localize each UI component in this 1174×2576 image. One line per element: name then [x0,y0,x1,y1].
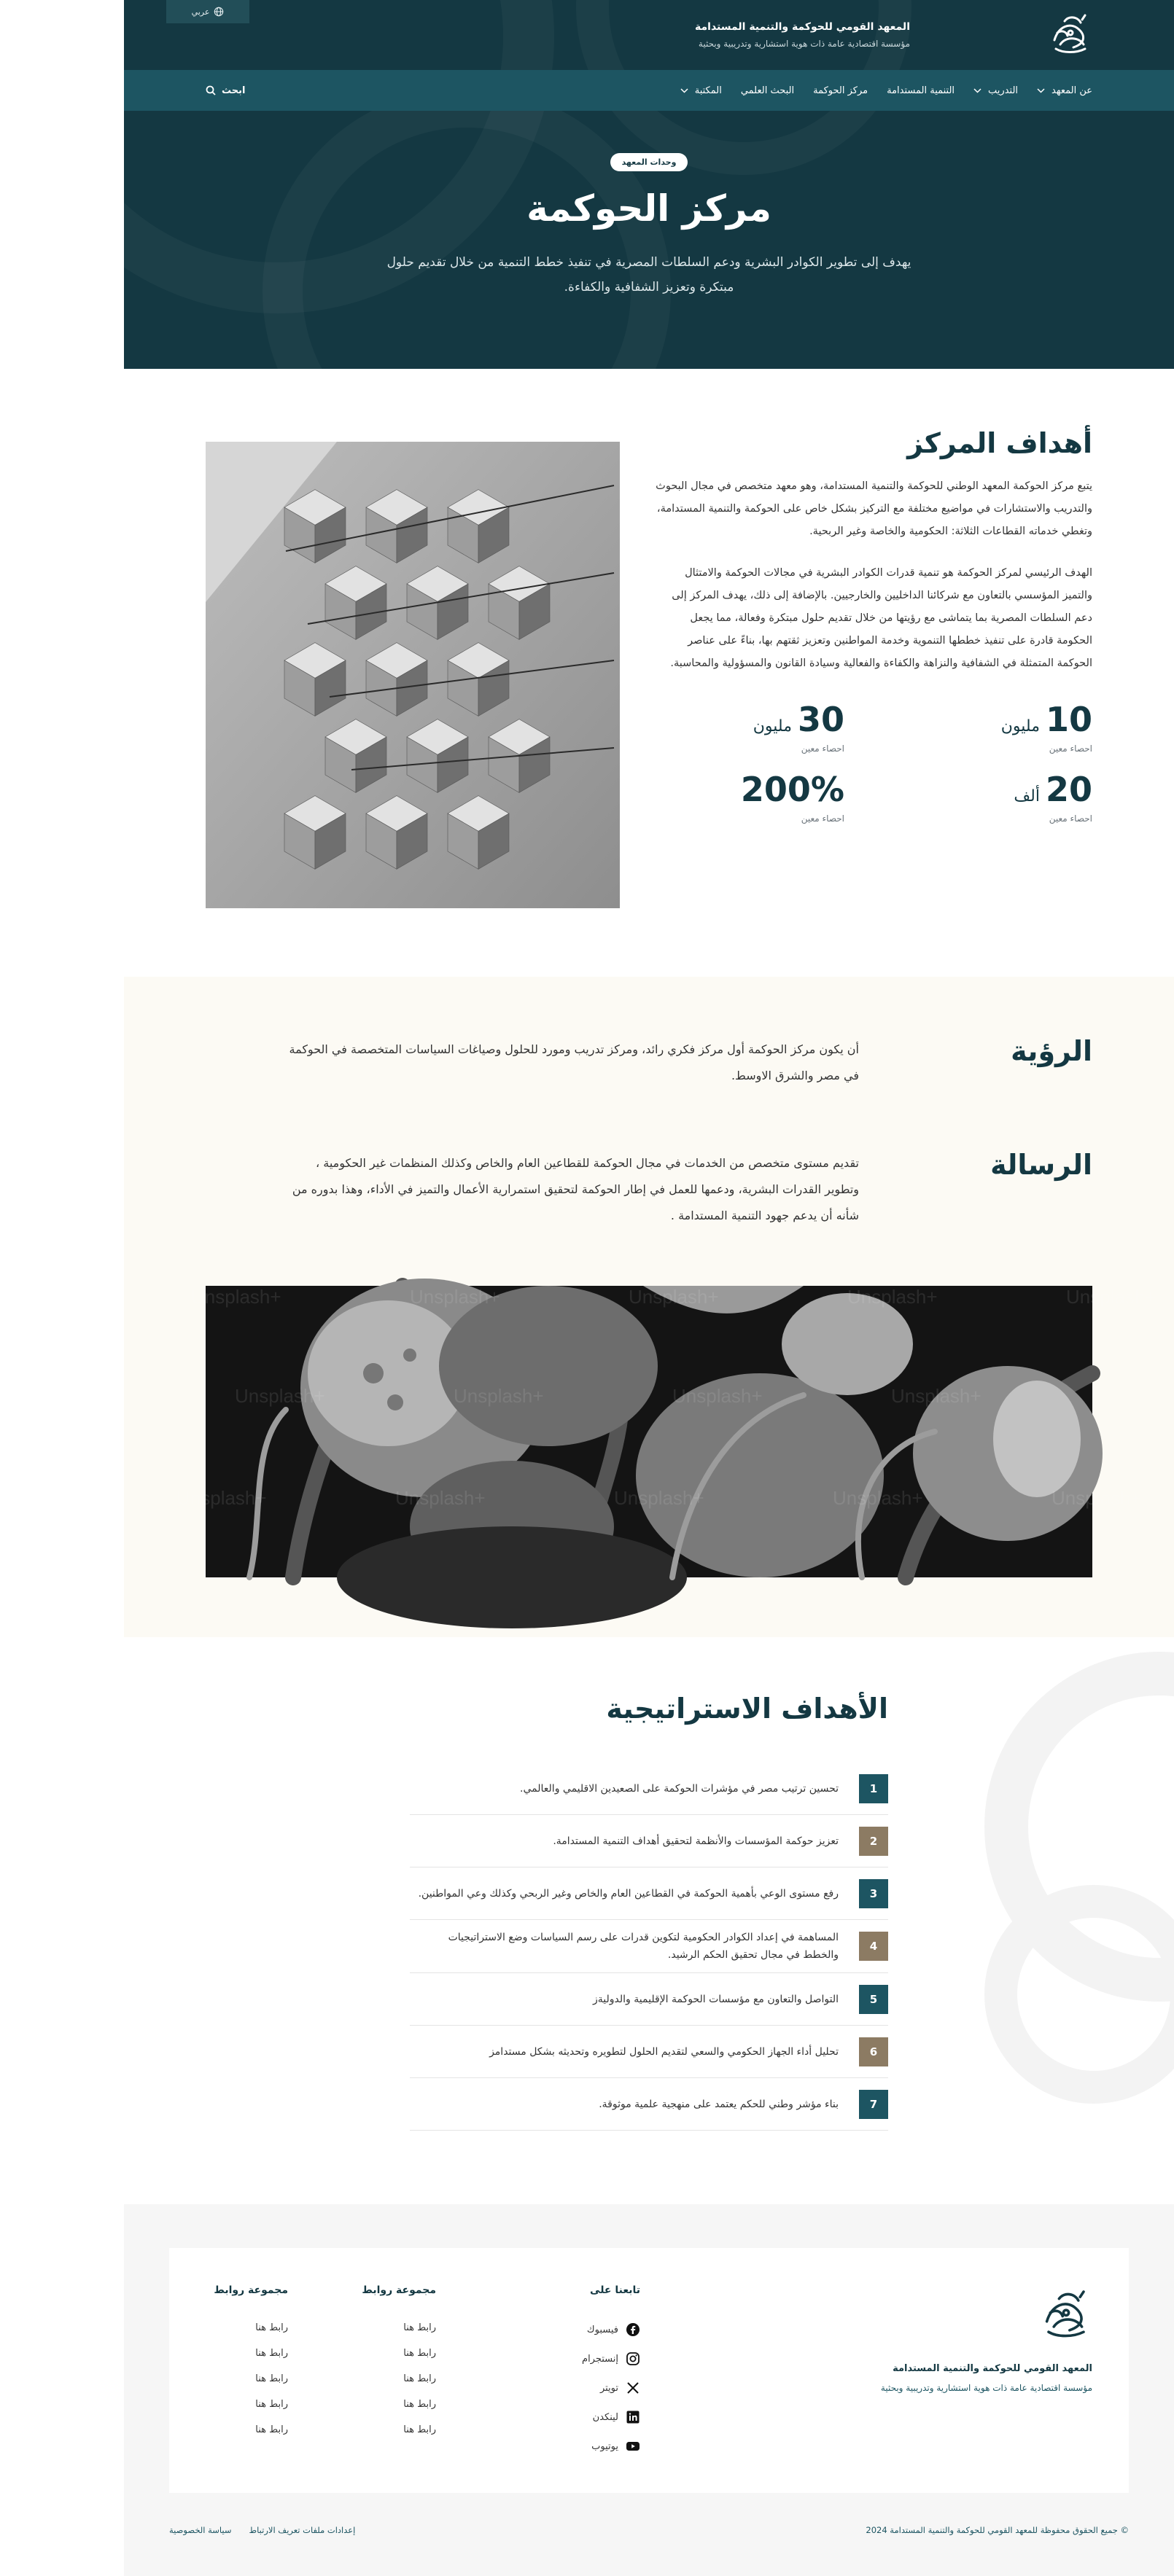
social-link-youtube[interactable] [582,2439,640,2454]
cookie-settings-link[interactable]: إعدادات ملفات تعريف الارتباط [249,2525,356,2535]
linkedin-icon [626,2410,640,2424]
footer-brand-title: المعهد القومي للحوكمة والتنمية المستدامة [893,2363,1092,2374]
goals-paragraph: الهدف الرئيسي لمركز الحوكمة هو تنمية قدرات الكوادر البشرية في مجالات الحوكمة والامتثال والتميز المؤسسي بالتعاون مع شركائنا الداخليين والخارجيين. بالإضافة إلى ذلك، يهدف المركز إلى دعم السلطات المصرية بما يتماشى مع رؤيتها من خلال تقديم حلول مبتكرة وفعالة، مما يجعل الحكومة قادرة على تنفيذ خططها التنموية وخدمة المواطنين وتعزيز ثقتهم بها، بناءً على عناصر الحوكمة المتمثلة في الشفافية والنزاهة والكفاءة والفعالية وسيادة القانون والمسؤولية والمحاسبة. [670,567,1092,669]
goal-text: تعزيز حوكمة المؤسسات والأنظمة لتحقيق أهداف التنمية المستدامة. [553,1835,839,1847]
hero-description: يهدف إلى تطوير الكوادر البشرية ودعم السلطات المصرية في تنفيذ خطط التنمية من خلال تقديم حلول مبتكرة وتعزيز الشفافية والكفاءة. [386,255,911,294]
stat-unit: مليون [1000,717,1040,735]
watermark-text: Unsplash+ [833,1487,923,1509]
social-link-instagram[interactable] [582,2351,640,2366]
watermark-text: Unsplash+ [629,1286,719,1308]
goals-paragraph: يتبع مركز الحوكمة المعهد الوطني للحوكمة والتنمية المستدامة، وهو معهد متخصص في مجال البحوث والتدريب والاستشارات في مواضيع مختلفة مع التركيز بشكل خاص على الحوكمة والتنمية المستدامة، وتغطي خدماته القطاعات الثلاثة: الحكومية والخاصة وغير الربحية. [656,480,1092,537]
legal-links [169,2525,355,2535]
stat-item [655,770,844,824]
list-item [410,2078,888,2131]
nav-item-label: البحث العلمي [740,85,795,96]
footer-link[interactable]: رابط هنا [403,2322,436,2333]
footer-link[interactable]: رابط هنا [255,2399,288,2410]
footer-card [169,2248,1129,2493]
center-goals-section [124,369,1174,977]
nav-item-label: عن المعهد [1051,85,1092,96]
brand-subtitle: مؤسسة اقتصادية عامة ذات هوية استشارية وتدريبية وبحثية [698,39,910,49]
chevron-down-icon [1037,88,1045,93]
vision-block [206,1035,1092,1089]
nav-item-sustainable-development[interactable] [887,85,955,96]
vision-mission-section [124,977,1174,1637]
footer-link[interactable]: رابط هنا [255,2373,288,2384]
language-switch-button[interactable] [166,0,249,23]
stat-label: احصاء معين [801,743,844,754]
nav-item-label: التنمية المستدامة [887,85,955,96]
search-button[interactable] [206,85,245,96]
stat-label: احصاء معين [1049,813,1092,824]
nav-item-research[interactable] [741,85,794,96]
social-link-x[interactable] [582,2381,640,2395]
social-link-label: تويتر [599,2382,618,2394]
goal-number-badge: 4 [859,1932,888,1961]
watermark-text: Unsplash+ [176,1487,267,1509]
brand-title: المعهد القومي للحوكمة والتنمية المستدامة [695,21,910,33]
list-item [410,1763,888,1815]
nav-item-library[interactable] [680,85,722,96]
stat-item [655,700,844,754]
vision-text: أن يكون مركز الحوكمة أول مركز فكري رائد، ومركز تدريب ومورد للحلول وصياغات السياسات المتخصصة في الحوكمة في مصر والشرق الاوسط. [289,1042,859,1082]
globe-icon [214,7,224,17]
footer-column-title: مجموعة روابط [214,2284,288,2296]
hero-section [124,111,1174,300]
watermark-text: Unsplash+ [891,1385,981,1407]
search-label: ابحث [222,85,246,96]
nav-item-training[interactable] [973,85,1018,96]
cubes-illustration [206,442,620,908]
language-label: عربي [191,7,210,17]
stat-unit: مليون [753,717,792,735]
watermark-text: Unsplash+ [847,1286,938,1308]
strategic-goals-title: الأهداف الاستراتيجية [606,1693,888,1725]
goal-number-badge: 6 [859,2037,888,2066]
site-header [124,0,1174,369]
stat-number: 30 [797,700,844,739]
calligraphy-logo-icon [1049,11,1092,56]
nav-item-label: المكتبة [694,85,722,96]
instagram-icon [626,2351,640,2366]
list-item [410,1815,888,1867]
goal-number-badge: 7 [859,2090,888,2119]
site-footer [124,2204,1174,2576]
goal-text: تحسين ترتيب مصر في مؤشرات الحوكمة على الصعيدين الاقليمي والعالمي. [520,1782,839,1795]
goal-text: التواصل والتعاون مع مؤسسات الحوكمة الإقليمية والدوليةز [593,1993,839,2005]
stat-item [903,700,1092,754]
chevron-down-icon [973,88,981,93]
page-title: مركز الحوكمة [526,187,771,230]
social-link-label: يوتيوب [591,2440,618,2452]
calligraphy-logo-icon [1040,2284,1092,2343]
top-bar [124,0,1174,70]
social-link-label: فيسبوك [586,2324,618,2335]
mission-text: تقديم مستوى متخصص من الخدمات في مجال الحوكمة للقطاعين العام والخاص وكذلك المنظمات غير الحكومية ، وتطوير القدرات البشرية، ودعمها للعمل في إطار الحوكمة لتحقيق استمرارية الأعمال والتميز في الأداء، وهذا بدوره من شأنه أن يدعم جهود التنمية المستدامة . [292,1156,859,1222]
nav-item-label: التدريب [988,85,1019,96]
goal-text: رفع مستوى الوعي بأهمية الحوكمة في القطاعين العام والخاص وغير الربحي وكذلك وعي المواطنين. [418,1887,839,1900]
breadcrumb[interactable]: وحدات المعهد [610,153,688,171]
watermark-text: Unsplash+ [1066,1286,1156,1308]
watermark-text: Unsplash+ [1051,1487,1142,1509]
footer-column-title: مجموعة روابط [362,2284,436,2296]
footer-brand [830,2284,1092,2393]
goal-number-badge: 2 [859,1827,888,1856]
footer-link[interactable]: رابط هنا [403,2373,436,2384]
stat-unit: ألف [1014,787,1040,805]
strategic-goals-section [124,1637,1174,2204]
footer-social-column [582,2284,640,2454]
social-link-linkedin[interactable] [582,2410,640,2424]
privacy-policy-link[interactable]: سياسة الخصوصية [169,2525,232,2535]
stat-number: 200% [740,770,844,809]
goal-number-badge: 3 [859,1879,888,1908]
goal-number-badge: 1 [859,1774,888,1803]
cubes-image [206,442,620,908]
mission-title: الرسالة [990,1149,1092,1181]
stat-item [903,770,1092,824]
footer-link[interactable]: رابط هنا [403,2348,436,2359]
stat-label: احصاء معين [1049,743,1092,754]
footer-link[interactable]: رابط هنا [255,2348,288,2359]
x-icon [626,2381,640,2395]
watermark-text: Unsplash+ [672,1385,763,1407]
watermark-text: Unsplash+ [410,1286,500,1308]
search-icon [206,85,216,95]
mission-block [206,1149,1092,1229]
goals-title: أهداف المركز [907,427,1092,459]
social-link-label: لينكدن [592,2411,618,2423]
goal-number-badge: 5 [859,1985,888,2014]
footer-link[interactable]: رابط هنا [255,2322,288,2333]
strategic-goals-list [410,1763,888,2131]
footer-brand-subtitle: مؤسسة اقتصادية عامة ذات هوية استشارية وتدريبية وبحثية [880,2383,1092,2393]
main-navigation [124,70,1174,111]
abstract-art-image [176,1286,1156,1577]
watermark-text: Unsplash+ [191,1286,281,1308]
watermark-text: Unsplash+ [395,1487,486,1509]
footer-links-column [362,2284,436,2435]
vision-title: الرؤية [1011,1035,1092,1067]
footer-bottom-bar [169,2525,1129,2535]
list-item [410,1920,888,1973]
site-logo[interactable] [1049,11,1092,59]
nav-item-governance-center[interactable] [813,85,868,96]
stat-number: 20 [1045,770,1092,809]
nav-item-label: مركز الحوكمة [813,85,868,96]
watermark-text: Unsplash+ [454,1385,544,1407]
social-link-label: إنستجرام [582,2353,618,2365]
strategic-goals-block [410,1693,888,2131]
goals-text-block [655,427,1092,824]
goal-text: المساهمة في إعداد الكوادر الحكومية لتكوين قدرات على رسم السياسات وضع الاستراتيجيات والخطط في مجال تحقيق الحكم الرشيد. [448,1932,839,1961]
footer-column-title: تابعنا على [590,2284,640,2296]
goal-text: تحليل أداء الجهاز الحكومي والسعي لتقديم الحلول لتطويره وتحديثه بشكل مستدامز [489,2045,839,2058]
stat-label: احصاء معين [801,813,844,824]
statistics-grid [655,700,1092,824]
list-item [410,1973,888,2026]
chevron-down-icon [680,88,688,93]
watermark-text: Unsplash+ [235,1385,325,1407]
copyright-text: © جميع الحقوق محفوظة للمعهد القومي للحوكمة والتنمية المستدامة 2024 [866,2525,1129,2535]
plants-artwork [176,1286,1156,1577]
brand-block [695,21,910,49]
footer-link[interactable]: رابط هنا [403,2424,436,2435]
watermark-text: Unsplash+ [614,1487,704,1509]
nav-items [680,85,1092,96]
list-item [410,1867,888,1920]
footer-links-column [214,2284,288,2435]
footer-link[interactable]: رابط هنا [255,2424,288,2435]
list-item [410,2026,888,2078]
footer-link[interactable]: رابط هنا [403,2399,436,2410]
stat-number: 10 [1045,700,1092,739]
nav-item-about[interactable] [1037,85,1092,96]
goal-text: بناء مؤشر وطني للحكم يعتمد على منهجية علمية موثوقة. [599,2098,839,2110]
facebook-icon [626,2322,640,2337]
youtube-icon [626,2439,640,2454]
social-link-facebook[interactable] [582,2322,640,2337]
